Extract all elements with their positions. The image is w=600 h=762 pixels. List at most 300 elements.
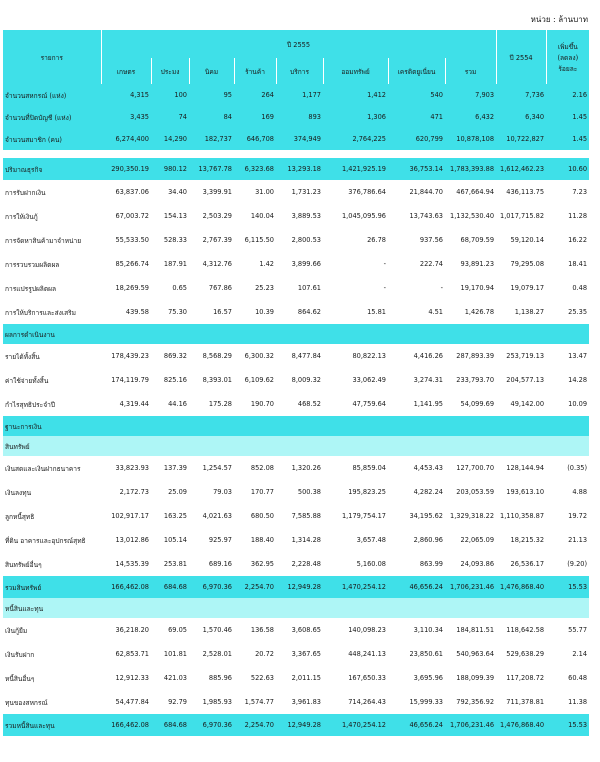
cell-value: 500.38 bbox=[276, 480, 323, 504]
row-label: หนี้สินอื่นๆ bbox=[3, 666, 101, 690]
cell-value: 528.33 bbox=[151, 228, 189, 252]
cell-value: 18,269.59 bbox=[101, 276, 151, 300]
cell-value: 136.58 bbox=[234, 618, 276, 642]
table-row bbox=[3, 436, 589, 456]
table-row bbox=[3, 690, 589, 714]
cell-value: 178,439.23 bbox=[101, 344, 151, 368]
cell-value: 6,970.36 bbox=[189, 576, 234, 598]
cell-value bbox=[234, 598, 276, 618]
change-header-bot: ร้อยละ bbox=[558, 64, 578, 73]
column-header: เกษตร bbox=[101, 58, 151, 84]
cell-value: 23,850.61 bbox=[388, 642, 445, 666]
cell-value bbox=[151, 436, 189, 456]
cell-value: 4.88 bbox=[546, 480, 589, 504]
cell-value: 10,722,827 bbox=[496, 128, 546, 150]
row-label: กำไรสุทธิประจำปี bbox=[3, 392, 101, 416]
cell-value bbox=[323, 416, 388, 436]
cell-value bbox=[496, 150, 546, 158]
table-row bbox=[3, 252, 589, 276]
row-label: รายได้ทั้งสิ้น bbox=[3, 344, 101, 368]
row-label: ฐานะการเงิน bbox=[3, 416, 101, 436]
cell-value: 7,736 bbox=[496, 84, 546, 106]
cell-value: 8,009.32 bbox=[276, 368, 323, 392]
cell-value: 6,115.50 bbox=[234, 228, 276, 252]
cell-value: 1,783,393.88 bbox=[445, 158, 496, 180]
cell-value: 6,340 bbox=[496, 106, 546, 128]
cell-value: 1,254.57 bbox=[189, 456, 234, 480]
table-row bbox=[3, 276, 589, 300]
cell-value: 1,574.77 bbox=[234, 690, 276, 714]
cell-value: 166,462.08 bbox=[101, 576, 151, 598]
cell-value: 468.52 bbox=[276, 392, 323, 416]
cell-value: 439.58 bbox=[101, 300, 151, 324]
row-label: การรับฝากเงิน bbox=[3, 180, 101, 204]
cell-value: 167,650.33 bbox=[323, 666, 388, 690]
cell-value: 34,195.62 bbox=[388, 504, 445, 528]
cell-value bbox=[496, 324, 546, 344]
cell-value: 182,737 bbox=[189, 128, 234, 150]
row-label: หนี้สินและทุน bbox=[3, 598, 101, 618]
cell-value: 8,477.84 bbox=[276, 344, 323, 368]
cell-value: 13,012.86 bbox=[101, 528, 151, 552]
table-row bbox=[3, 480, 589, 504]
cell-value: 522.63 bbox=[234, 666, 276, 690]
cell-value: 85,266.74 bbox=[101, 252, 151, 276]
cell-value: 49,142.00 bbox=[496, 392, 546, 416]
cell-value: 15.81 bbox=[323, 300, 388, 324]
cell-value bbox=[445, 416, 496, 436]
cell-value bbox=[151, 150, 189, 158]
cell-value: 25.35 bbox=[546, 300, 589, 324]
cell-value: 2,860.96 bbox=[388, 528, 445, 552]
cell-value: 287,893.39 bbox=[445, 344, 496, 368]
cell-value: 362.95 bbox=[234, 552, 276, 576]
cell-value: 63,837.06 bbox=[101, 180, 151, 204]
cell-value: 1.42 bbox=[234, 252, 276, 276]
cell-value: 7.23 bbox=[546, 180, 589, 204]
cell-value: 3,695.96 bbox=[388, 666, 445, 690]
cell-value: 937.56 bbox=[388, 228, 445, 252]
cell-value bbox=[234, 436, 276, 456]
cell-value: 3,110.34 bbox=[388, 618, 445, 642]
cell-value: 885.96 bbox=[189, 666, 234, 690]
cell-value: 8,393.01 bbox=[189, 368, 234, 392]
table-row bbox=[3, 158, 589, 180]
cell-value: 2,800.53 bbox=[276, 228, 323, 252]
table-row bbox=[3, 552, 589, 576]
cell-value bbox=[276, 436, 323, 456]
cell-value: 2,503.29 bbox=[189, 204, 234, 228]
cell-value: 2,764,225 bbox=[323, 128, 388, 150]
cell-value: 36,218.20 bbox=[101, 618, 151, 642]
table-row bbox=[3, 456, 589, 480]
column-header: เครดิตยูเนี่ยน bbox=[388, 58, 445, 84]
cell-value: 1,141.95 bbox=[388, 392, 445, 416]
cell-value: 471 bbox=[388, 106, 445, 128]
cell-value: 529,638.29 bbox=[496, 642, 546, 666]
table-row bbox=[3, 666, 589, 690]
cell-value bbox=[101, 436, 151, 456]
cell-value: 1,476,868.40 bbox=[496, 576, 546, 598]
cell-value: 620,799 bbox=[388, 128, 445, 150]
cell-value: 13.47 bbox=[546, 344, 589, 368]
cell-value: 467,664.94 bbox=[445, 180, 496, 204]
cell-value: 3,274.31 bbox=[388, 368, 445, 392]
cell-value: 2,228.48 bbox=[276, 552, 323, 576]
cell-value: 174,119.79 bbox=[101, 368, 151, 392]
cell-value: 203,053.59 bbox=[445, 480, 496, 504]
cell-value: 107.61 bbox=[276, 276, 323, 300]
cell-value: 4,312.76 bbox=[189, 252, 234, 276]
cell-value: (0.35) bbox=[546, 456, 589, 480]
cell-value: 1,320.26 bbox=[276, 456, 323, 480]
cell-value bbox=[151, 324, 189, 344]
unit-label: หน่วย : ล้านบาท bbox=[530, 15, 588, 24]
column-header: บริการ bbox=[276, 58, 323, 84]
cell-value: 6,432 bbox=[445, 106, 496, 128]
row-label bbox=[3, 150, 101, 158]
cell-value: 16.57 bbox=[189, 300, 234, 324]
cell-value: 19,079.17 bbox=[496, 276, 546, 300]
row-label: สินทรัพย์อื่นๆ bbox=[3, 552, 101, 576]
row-label: การรวบรวมผลิตผล bbox=[3, 252, 101, 276]
cell-value bbox=[234, 324, 276, 344]
cell-value: 925.97 bbox=[189, 528, 234, 552]
cell-value: 1,177 bbox=[276, 84, 323, 106]
cell-value bbox=[388, 150, 445, 158]
cell-value: 1,470,254.12 bbox=[323, 576, 388, 598]
cell-value: 46,656.24 bbox=[388, 714, 445, 736]
cell-value: 1,017,715.82 bbox=[496, 204, 546, 228]
cell-value: 1,179,754.17 bbox=[323, 504, 388, 528]
row-label: ปริมาณธุรกิจ bbox=[3, 158, 101, 180]
cell-value: 13,743.63 bbox=[388, 204, 445, 228]
cell-value: 12,949.28 bbox=[276, 714, 323, 736]
cell-value: 1,306 bbox=[323, 106, 388, 128]
cell-value bbox=[276, 324, 323, 344]
cell-value: 2,172.73 bbox=[101, 480, 151, 504]
cell-value: 421.03 bbox=[151, 666, 189, 690]
cell-value: 75.30 bbox=[151, 300, 189, 324]
cell-value: 864.62 bbox=[276, 300, 323, 324]
cell-value: 59,120.14 bbox=[496, 228, 546, 252]
cell-value bbox=[445, 150, 496, 158]
cell-value: 448,241.13 bbox=[323, 642, 388, 666]
cell-value: 47,759.64 bbox=[323, 392, 388, 416]
table-row bbox=[3, 128, 589, 150]
row-label: จำนวนที่ปิดบัญชี (แห่ง) bbox=[3, 106, 101, 128]
cell-value: 4,416.26 bbox=[388, 344, 445, 368]
cell-value: 25.09 bbox=[151, 480, 189, 504]
cell-value: 711,378.81 bbox=[496, 690, 546, 714]
cell-value: 2.16 bbox=[546, 84, 589, 106]
cell-value: 204,577.13 bbox=[496, 368, 546, 392]
cell-value: 74 bbox=[151, 106, 189, 128]
table-body bbox=[3, 84, 589, 736]
cell-value: 184,811.51 bbox=[445, 618, 496, 642]
cell-value: 2.14 bbox=[546, 642, 589, 666]
cell-value: 101.81 bbox=[151, 642, 189, 666]
table-row bbox=[3, 228, 589, 252]
cell-value: 1,412 bbox=[323, 84, 388, 106]
cell-value: 21,844.70 bbox=[388, 180, 445, 204]
cell-value: 7,585.88 bbox=[276, 504, 323, 528]
cell-value bbox=[101, 598, 151, 618]
row-label: เงินรับฝาก bbox=[3, 642, 101, 666]
cell-value: 714,264.43 bbox=[323, 690, 388, 714]
table-row bbox=[3, 324, 589, 344]
cell-value: 233,793.70 bbox=[445, 368, 496, 392]
row-label: รวมสินทรัพย์ bbox=[3, 576, 101, 598]
cell-value: 190.70 bbox=[234, 392, 276, 416]
cell-value bbox=[445, 436, 496, 456]
cell-value: 187.91 bbox=[151, 252, 189, 276]
cell-value bbox=[151, 416, 189, 436]
cell-value bbox=[189, 324, 234, 344]
table-row bbox=[3, 106, 589, 128]
cell-value: 95 bbox=[189, 84, 234, 106]
cell-value: 2,767.39 bbox=[189, 228, 234, 252]
cell-value: 25.23 bbox=[234, 276, 276, 300]
cell-value: 22,065.09 bbox=[445, 528, 496, 552]
table-row bbox=[3, 392, 589, 416]
cell-value: 1,470,254.12 bbox=[323, 714, 388, 736]
cell-value: 1.45 bbox=[546, 106, 589, 128]
row-label: ผลการดำเนินงาน bbox=[3, 324, 101, 344]
cell-value: 2,011.15 bbox=[276, 666, 323, 690]
cell-value: 6,274,400 bbox=[101, 128, 151, 150]
cell-value: 1,045,095.96 bbox=[323, 204, 388, 228]
cell-value: 6,300.32 bbox=[234, 344, 276, 368]
cell-value bbox=[388, 598, 445, 618]
cell-value: 80,822.13 bbox=[323, 344, 388, 368]
cell-value: 44.16 bbox=[151, 392, 189, 416]
cell-value bbox=[101, 416, 151, 436]
table-row bbox=[3, 416, 589, 436]
cell-value: 540,963.64 bbox=[445, 642, 496, 666]
cell-value: 3,608.65 bbox=[276, 618, 323, 642]
cell-value: 4,319.44 bbox=[101, 392, 151, 416]
cell-value: 4.51 bbox=[388, 300, 445, 324]
cell-value: 33,823.93 bbox=[101, 456, 151, 480]
cell-value: 54,477.84 bbox=[101, 690, 151, 714]
cell-value: 1,110,358.87 bbox=[496, 504, 546, 528]
cell-value bbox=[388, 324, 445, 344]
cell-value: 893 bbox=[276, 106, 323, 128]
cell-value: 436,113.75 bbox=[496, 180, 546, 204]
cell-value: 6,970.36 bbox=[189, 714, 234, 736]
table-row bbox=[3, 368, 589, 392]
row-label: เงินกู้ยืม bbox=[3, 618, 101, 642]
cell-value: 4,282.24 bbox=[388, 480, 445, 504]
row-label: จำนวนสมาชิก (คน) bbox=[3, 128, 101, 150]
table-row bbox=[3, 714, 589, 736]
cell-value: 1,476,868.40 bbox=[496, 714, 546, 736]
cell-value bbox=[546, 324, 589, 344]
cell-value bbox=[101, 324, 151, 344]
cell-value: 68,709.59 bbox=[445, 228, 496, 252]
cell-value: 3,899.66 bbox=[276, 252, 323, 276]
row-label: ลูกหนี้สุทธิ bbox=[3, 504, 101, 528]
cell-value bbox=[234, 150, 276, 158]
cell-value: 1,314.28 bbox=[276, 528, 323, 552]
row-label: ที่ดิน อาคารและอุปกรณ์สุทธิ bbox=[3, 528, 101, 552]
cell-value: 1,426.78 bbox=[445, 300, 496, 324]
cell-value: 55.77 bbox=[546, 618, 589, 642]
table-row bbox=[3, 150, 589, 158]
cell-value: 253,719.13 bbox=[496, 344, 546, 368]
cell-value: 852.08 bbox=[234, 456, 276, 480]
cell-value: 67,003.72 bbox=[101, 204, 151, 228]
cell-value: 128,144.94 bbox=[496, 456, 546, 480]
cell-value bbox=[323, 150, 388, 158]
cell-value bbox=[101, 150, 151, 158]
cell-value: 26,536.17 bbox=[496, 552, 546, 576]
cell-value: 6,109.62 bbox=[234, 368, 276, 392]
cell-value: 376,786.64 bbox=[323, 180, 388, 204]
cell-value: 1,985.93 bbox=[189, 690, 234, 714]
cell-value: 15.53 bbox=[546, 714, 589, 736]
cell-value: 3,367.65 bbox=[276, 642, 323, 666]
cell-value: 79.03 bbox=[189, 480, 234, 504]
row-label: การให้บริการและส่งเสริม bbox=[3, 300, 101, 324]
cell-value: 102,917.17 bbox=[101, 504, 151, 528]
cell-value bbox=[151, 598, 189, 618]
cell-value: 0.48 bbox=[546, 276, 589, 300]
cell-value bbox=[276, 150, 323, 158]
cell-value: 5,160.08 bbox=[323, 552, 388, 576]
cell-value: 1,329,318.22 bbox=[445, 504, 496, 528]
cell-value: 55,533.50 bbox=[101, 228, 151, 252]
column-header: ประมง bbox=[151, 58, 189, 84]
cell-value: 4,453.43 bbox=[388, 456, 445, 480]
cell-value: 684.68 bbox=[151, 576, 189, 598]
cell-value: 374,949 bbox=[276, 128, 323, 150]
cell-value: 21.13 bbox=[546, 528, 589, 552]
cell-value: 0.65 bbox=[151, 276, 189, 300]
table-row bbox=[3, 300, 589, 324]
cell-value: 85,859.04 bbox=[323, 456, 388, 480]
cell-value bbox=[546, 598, 589, 618]
cell-value: 1,731.23 bbox=[276, 180, 323, 204]
cell-value: 540 bbox=[388, 84, 445, 106]
change-header-top: เพิ่มขึ้น bbox=[557, 42, 578, 51]
table-row bbox=[3, 642, 589, 666]
cell-value: - bbox=[323, 276, 388, 300]
cell-value: 100 bbox=[151, 84, 189, 106]
cell-value bbox=[388, 436, 445, 456]
cell-value: 1,570.46 bbox=[189, 618, 234, 642]
table-row bbox=[3, 84, 589, 106]
cell-value bbox=[323, 436, 388, 456]
column-header: นิคม bbox=[189, 58, 234, 84]
cell-value: 1.45 bbox=[546, 128, 589, 150]
cell-value: 1,421,925.19 bbox=[323, 158, 388, 180]
cell-value: 117,208.72 bbox=[496, 666, 546, 690]
cell-value: 118,642.58 bbox=[496, 618, 546, 642]
cell-value: 175.28 bbox=[189, 392, 234, 416]
cell-value: 825.16 bbox=[151, 368, 189, 392]
cell-value: 12,949.28 bbox=[276, 576, 323, 598]
cell-value bbox=[323, 598, 388, 618]
cell-value: 140,098.23 bbox=[323, 618, 388, 642]
cell-value: 93,891.23 bbox=[445, 252, 496, 276]
cell-value: 7,903 bbox=[445, 84, 496, 106]
cell-value: 10.60 bbox=[546, 158, 589, 180]
cell-value: 4,021.63 bbox=[189, 504, 234, 528]
change-header bbox=[546, 30, 589, 84]
cell-value: 188.40 bbox=[234, 528, 276, 552]
cell-value: 163.25 bbox=[151, 504, 189, 528]
cell-value: 92.79 bbox=[151, 690, 189, 714]
cell-value bbox=[276, 416, 323, 436]
cell-value bbox=[189, 150, 234, 158]
cell-value: 1,612,462.23 bbox=[496, 158, 546, 180]
row-label: รวมหนี้สินและทุน bbox=[3, 714, 101, 736]
cell-value: - bbox=[323, 252, 388, 276]
table-row bbox=[3, 576, 589, 598]
table-header bbox=[3, 30, 589, 84]
cell-value bbox=[323, 324, 388, 344]
cell-value bbox=[546, 416, 589, 436]
cell-value: (9.20) bbox=[546, 552, 589, 576]
table-row bbox=[3, 180, 589, 204]
cell-value: 10.39 bbox=[234, 300, 276, 324]
cell-value: 3,961.83 bbox=[276, 690, 323, 714]
cell-value: 84 bbox=[189, 106, 234, 128]
cell-value: - bbox=[388, 276, 445, 300]
cell-value: 1,706,231.46 bbox=[445, 576, 496, 598]
cell-value: 16.22 bbox=[546, 228, 589, 252]
cell-value bbox=[496, 436, 546, 456]
cell-value: 193,613.10 bbox=[496, 480, 546, 504]
cell-value bbox=[388, 416, 445, 436]
row-label: ค่าใช้จ่ายทั้งสิ้น bbox=[3, 368, 101, 392]
cell-value: 79,295.08 bbox=[496, 252, 546, 276]
cell-value: 684.68 bbox=[151, 714, 189, 736]
cell-value: 169 bbox=[234, 106, 276, 128]
cell-value: 2,254.70 bbox=[234, 714, 276, 736]
cell-value: 3,657.48 bbox=[323, 528, 388, 552]
row-label: จำนวนสหกรณ์ (แห่ง) bbox=[3, 84, 101, 106]
cell-value: 11.38 bbox=[546, 690, 589, 714]
cell-value bbox=[496, 416, 546, 436]
cell-value: 18,215.32 bbox=[496, 528, 546, 552]
cell-value: 36,753.14 bbox=[388, 158, 445, 180]
table-row bbox=[3, 618, 589, 642]
cell-value: 680.50 bbox=[234, 504, 276, 528]
cell-value: 33,062.49 bbox=[323, 368, 388, 392]
cell-value: 689.16 bbox=[189, 552, 234, 576]
cell-value: 980.12 bbox=[151, 158, 189, 180]
cell-value: 264 bbox=[234, 84, 276, 106]
row-label: การแปรรูปผลิตผล bbox=[3, 276, 101, 300]
cell-value bbox=[234, 416, 276, 436]
cell-value: 3,435 bbox=[101, 106, 151, 128]
cell-value bbox=[189, 598, 234, 618]
cell-value: 62,853.71 bbox=[101, 642, 151, 666]
cell-value: 222.74 bbox=[388, 252, 445, 276]
cell-value: 54,099.69 bbox=[445, 392, 496, 416]
cell-value: 792,356.92 bbox=[445, 690, 496, 714]
cell-value: 863.99 bbox=[388, 552, 445, 576]
cell-value: 60.48 bbox=[546, 666, 589, 690]
cell-value: 3,889.53 bbox=[276, 204, 323, 228]
cell-value: 767.86 bbox=[189, 276, 234, 300]
cell-value: 14,535.39 bbox=[101, 552, 151, 576]
table-row bbox=[3, 598, 589, 618]
column-header: ร้านค้า bbox=[234, 58, 276, 84]
